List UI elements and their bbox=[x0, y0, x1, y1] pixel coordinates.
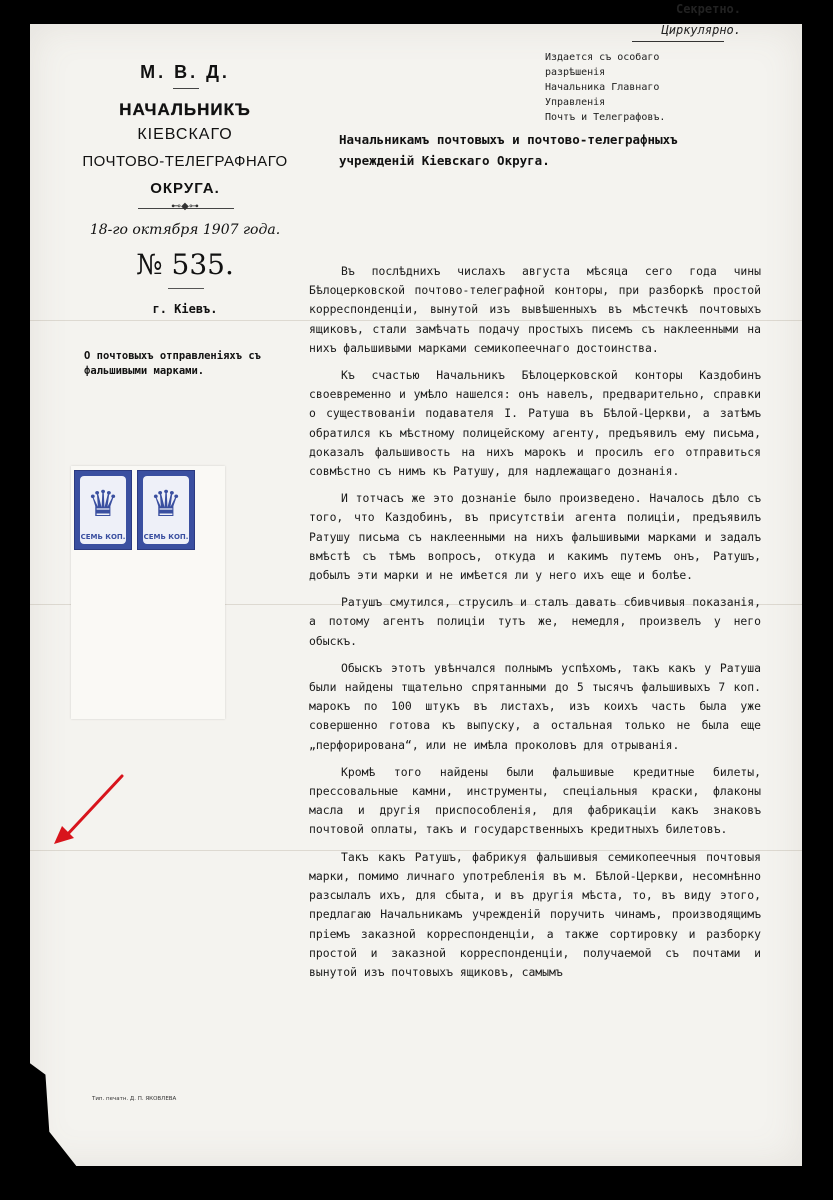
circular-underline bbox=[632, 41, 724, 42]
red-arrow-icon bbox=[52, 770, 126, 846]
body-paragraph: Такъ какъ Ратушъ, фабрикуя фальшивыя семикопеечныя почтовыя марки, помимо личнаго употребленія въ м. Бѣлой-Церкви, несомнѣнно разсылалъ ихъ, для сбыта, и въ другія мѣста, то, въ виду этого, предлагаю Начальникамъ учрежденій поручить чинамъ, производящимъ пріемъ заказной корреспонденціи, а также сортировку и разборку простой и заказной корреспонденціи, получаемой съ почтами и вынутой изъ почтовыхъ ящиковъ, самымъ bbox=[309, 849, 761, 979]
double-eagle-icon: ♛ bbox=[149, 484, 183, 525]
ministry-abbrev: М. В. Д. bbox=[140, 62, 230, 82]
stamp-value: СЕМЬ КОП. bbox=[80, 533, 126, 541]
issued-line: Начальника Главнаго Управленія bbox=[545, 82, 660, 108]
document-date: 18-го октября 1907 года. bbox=[89, 222, 281, 238]
issued-note bbox=[545, 50, 725, 125]
body-paragraph: Кромѣ того найдены были фальшивые кредитные билеты, прессовальные камни, инструменты, спеціальныя краски, флаконы масла и другія приспособленія, для фабрикаціи какъ знаковъ почтовой оплаты, такъ и государственныхъ кредитныхъ билетовъ. bbox=[309, 764, 761, 837]
circular-mark: Циркулярно. bbox=[661, 23, 741, 37]
body-paragraph: Обыскъ этотъ увѣнчался полнымъ успѣхомъ, такъ какъ у Ратуша были найдены тщательно спрятанными до 5 тысячъ фальшивыхъ 7 коп. марокъ по 100 штукъ въ листахъ, изъ коихъ часть была уже совершенно готова къ выпуску, а остальная только не была еще „перфорирована“, или не имѣла проколовъ для отрыванія. bbox=[309, 660, 761, 752]
body-paragraph: Ратушъ смутился, струсилъ и сталъ давать сбивчивыя показанія, а потому агентъ полиціи тутъ же, немедля, произвелъ у него обыскъ. bbox=[309, 595, 761, 648]
document-number: № 535. bbox=[136, 248, 234, 281]
printer-mark: Тип. печатн. Д. П. ЯКОВЛЕВА bbox=[92, 1096, 177, 1102]
number-rule bbox=[168, 288, 204, 289]
issued-line: Почтъ и Телеграфовъ. bbox=[545, 112, 666, 123]
city-name: г. Кіевъ. bbox=[152, 302, 218, 316]
double-eagle-icon: ♛ bbox=[86, 484, 120, 525]
addressee-title: Начальникамъ почтовыхъ и почтово-телеграфныхъ учрежденій Кіевскаго Округа. bbox=[339, 132, 678, 168]
body-paragraph: Въ послѣднихъ числахъ августа мѣсяца сего года чины Бѣлоцерковской почтово-телеграфной конторы, при разборкѣ простой корреспонденціи, вынутой изъ вывѣшенныхъ въ мѣстечкѣ почтовыхъ ящиковъ, стали замѣчать подачу простыхъ писемъ съ наклеенными на нихъ фальшивыми марками семикопеечнаго достоинства. bbox=[309, 264, 761, 355]
postage-stamp bbox=[137, 470, 195, 550]
letter-body bbox=[309, 262, 761, 990]
subject-line: О почтовыхъ отправленіяхъ съ фальшивыми марками. bbox=[84, 350, 262, 377]
secret-mark: Секретно. bbox=[675, 2, 741, 16]
ornament-rule bbox=[173, 88, 199, 89]
post-telegraph-heading: ПОЧТОВО-ТЕЛЕГРАФНАГО bbox=[82, 153, 288, 170]
issued-line: Издается съ особаго разрѣшенія bbox=[545, 52, 660, 78]
okrug-heading: ОКРУГА. bbox=[150, 180, 220, 197]
stamp-mount bbox=[71, 466, 225, 719]
ornament-icon: ⊷◆⊶ bbox=[171, 201, 199, 212]
body-paragraph: И тотчасъ же это дознаніе было произведено. Началось дѣло съ того, что Каздобинъ, въ присутствіи агента полиціи, предъявилъ Ратушу письма съ наклеенными на нихъ фальшивыми марками и задалъ вмѣстѣ съ тѣмъ вопросъ, откуда и какимъ путемъ онъ, Ратушъ, добылъ эти марки и не имѣется ли у него ихъ еще и болѣе. bbox=[309, 491, 761, 583]
kiev-heading: КІЕВСКАГО bbox=[137, 126, 233, 143]
stamp-value: СЕМЬ КОП. bbox=[143, 533, 189, 541]
body-paragraph: Къ счастью Начальникъ Бѣлоцерковской конторы Каздобинъ своевременно и умѣло нашелся: онъ навелъ, предварительно, справки о существованіи подавателя І. Ратуша въ Бѣлой-Церкви, а затѣмъ обратился къ мѣстному полицейскому агенту, предъявилъ ему письма, доказалъ фальшивость на нихъ марокъ и просилъ его отправиться совмѣстно съ нимъ къ Ратушу, для надлежащаго дознанія. bbox=[309, 368, 761, 479]
postage-stamp bbox=[74, 470, 132, 550]
chief-heading: НАЧАЛЬНИКЪ bbox=[119, 100, 251, 119]
